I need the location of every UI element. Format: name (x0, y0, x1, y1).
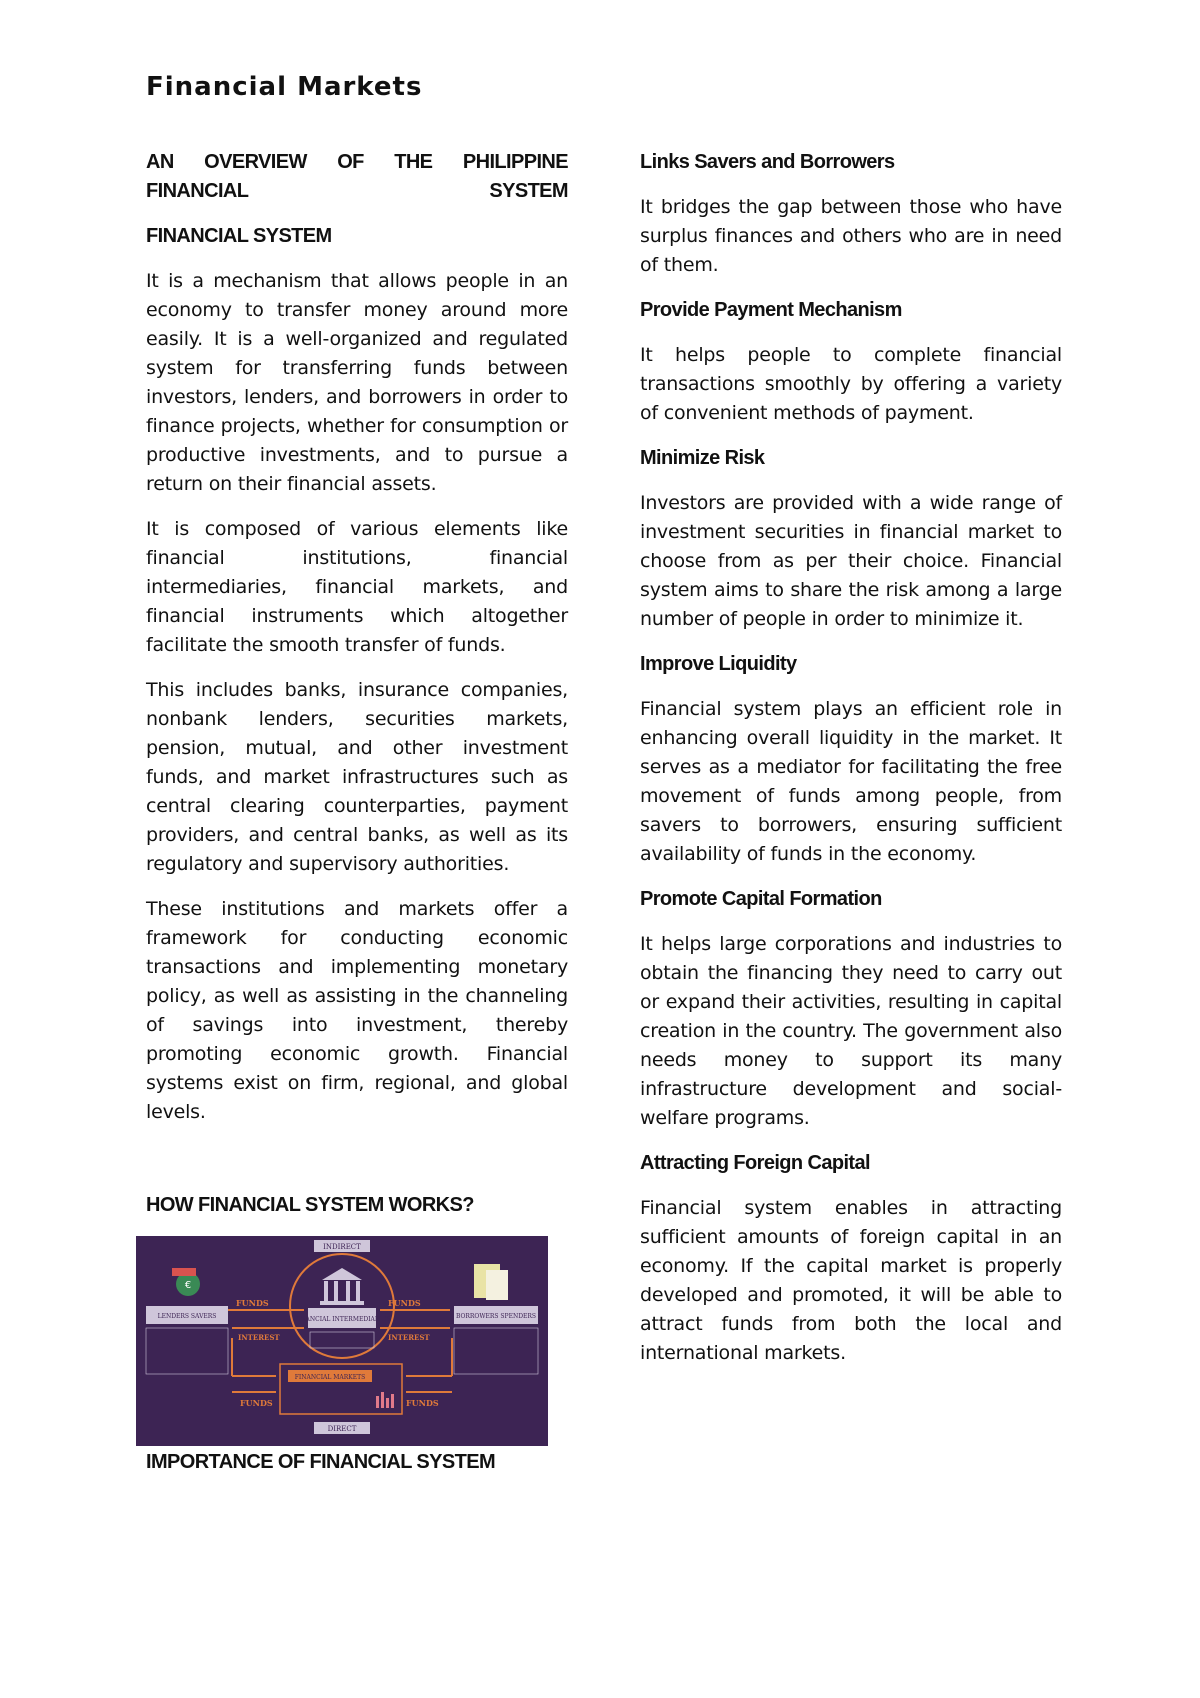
financial-system-heading: FINANCIAL SYSTEM (146, 225, 332, 247)
paragraph-includes: This includes banks, insurance companies, nonbank lenders, securities markets, pension, mutual, and other investment funds, and market infrastructures such as central clearing counterparties, payment providers, and central banks, as well as its regulatory and supervisory authorities. (146, 679, 568, 875)
overview-heading: AN OVERVIEW OF THE PHILIPPINE FINANCIAL SYSTEM (146, 151, 568, 202)
importance-heading: IMPORTANCE OF FINANCIAL SYSTEM (146, 1451, 496, 1473)
paragraph-framework: These institutions and markets offer a framework for conducting economic transactions and implementing monetary policy, as well as assisting in the channeling of savings into investment, thereby promoting economic growth. Financial systems exist on firm, regional, and global levels. (146, 898, 568, 1123)
funds-label-2: FUNDS (388, 1298, 421, 1308)
page-title: Financial Markets (146, 72, 423, 102)
interest-label-1: INTEREST (238, 1333, 280, 1342)
section-text-capital: It helps large corporations and industries to obtain the financing they need to carry out or expand their activities, resulting in capital creation in the country. The government also needs money to support its many infrastructure development and social-welfare programs. (640, 933, 1062, 1129)
financial-system-diagram (136, 1236, 548, 1446)
section-text-liquidity: Financial system plays an efficient role in enhancing overall liquidity in the market. It serves as a mediator for facilitating the free movement of funds among people, from savers to borrowers, ensuring sufficient availability of funds in the economy. (640, 698, 1062, 865)
markets-label: FINANCIAL MARKETS (294, 1374, 366, 1381)
section-heading-capital: Promote Capital Formation (640, 888, 882, 910)
intermediaries-label: FINANCIAL INTERMEDIARIES (293, 1316, 391, 1323)
funds-label-3: FUNDS (240, 1398, 273, 1408)
section-heading-foreign: Attracting Foreign Capital (640, 1152, 870, 1174)
borrowers-label: BORROWERS SPENDERS (455, 1313, 537, 1320)
section-text-links: It bridges the gap between those who have surplus finances and others who are in need of them. (640, 196, 1062, 276)
section-heading-payment: Provide Payment Mechanism (640, 299, 902, 321)
section-text-risk: Investors are provided with a wide range of investment securities in financial market to choose from as per their choice. Financial system aims to share the risk among a large number of people in order to minimize it. (640, 492, 1062, 630)
lenders-label: LENDERS SAVERS (157, 1313, 217, 1320)
paragraph-definition: It is a mechanism that allows people in an economy to transfer money around more easily. It is a well-organized and regulated system for transferring funds between investors, lenders, and borrowers in order to finance projects, whether for consumption or productive investments, and to pursue a return on their financial assets. (146, 270, 568, 495)
paragraph-elements: It is composed of various elements like financial institutions, financial intermediaries, financial markets, and financial instruments which altogether facilitate the smooth transfer of funds. (146, 518, 568, 656)
section-heading-links: Links Savers and Borrowers (640, 151, 895, 173)
indirect-label: INDIRECT (323, 1243, 361, 1251)
interest-label-2: INTEREST (388, 1333, 430, 1342)
funds-label-1: FUNDS (236, 1298, 269, 1308)
how-heading: HOW FINANCIAL SYSTEM WORKS? (146, 1194, 474, 1216)
section-text-foreign: Financial system enables in attracting sufficient amounts of foreign capital in an economy. If the capital market is properly developed and promoted, it will be able to attract funds from both the local and international markets. (640, 1197, 1062, 1364)
right-column (640, 148, 1062, 1384)
direct-label: DIRECT (327, 1425, 357, 1433)
left-column (146, 148, 568, 1493)
section-text-payment: It helps people to complete financial transactions smoothly by offering a variety of convenient methods of payment. (640, 344, 1062, 424)
section-heading-liquidity: Improve Liquidity (640, 653, 797, 675)
svg-text:€: € (184, 1280, 192, 1291)
funds-label-4: FUNDS (406, 1398, 439, 1408)
section-heading-risk: Minimize Risk (640, 447, 765, 469)
